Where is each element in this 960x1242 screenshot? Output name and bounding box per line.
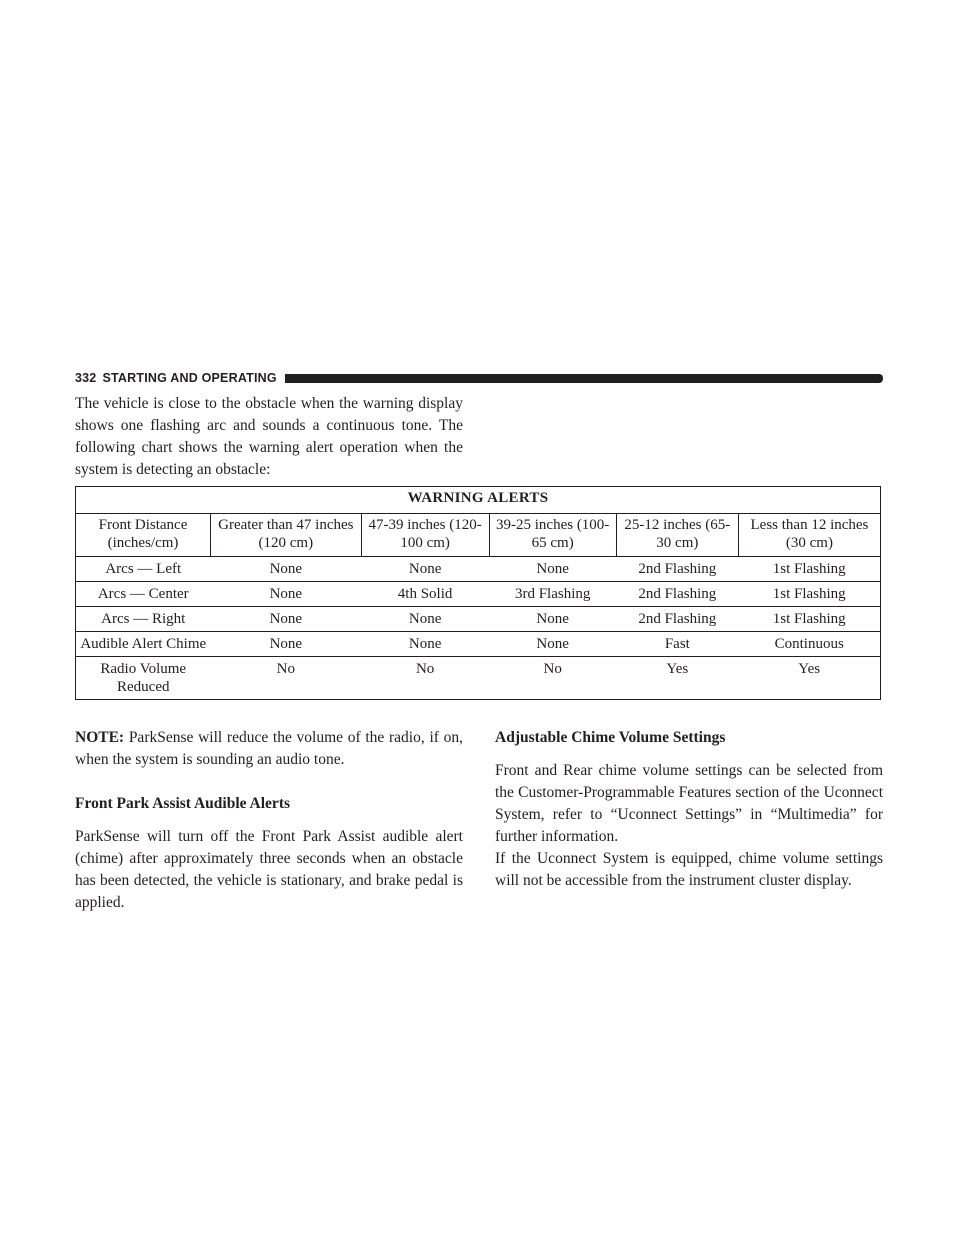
table-cell: No <box>211 657 362 700</box>
table-row <box>76 632 881 657</box>
section-title: STARTING AND OPERATING <box>102 371 277 385</box>
intro-paragraph: The vehicle is close to the obstacle when the warning display shows one flashing arc and sounds a continuous tone. The following chart shows the warning alert operation when the system is detecting an obstacle: <box>75 395 463 478</box>
header-cell: 25-12 inches (65-30 cm) <box>616 514 738 557</box>
note-paragraph <box>75 727 463 771</box>
page-number: 332 <box>75 371 97 385</box>
table-cell: No <box>489 657 616 700</box>
table-cell: None <box>211 632 362 657</box>
header-label: Front Distance (inches/cm) <box>76 514 211 557</box>
row-label: Radio Volume Reduced <box>76 657 211 700</box>
table-row <box>76 557 881 582</box>
table-cell: 3rd Flashing <box>489 582 616 607</box>
table-row <box>76 582 881 607</box>
front-park-paragraph: ParkSense will turn off the Front Park Assist audible alert (chime) after approximately three seconds when an obstacle has been detected, the vehicle is stationary, and brake pedal is applied. <box>75 828 463 911</box>
row-label: Arcs — Left <box>76 557 211 582</box>
table-cell: None <box>489 632 616 657</box>
table-cell: None <box>361 607 489 632</box>
table-cell: None <box>361 632 489 657</box>
page-header <box>75 369 883 387</box>
table-cell: Continuous <box>738 632 880 657</box>
warning-alerts-table <box>75 486 881 700</box>
note-text: ParkSense will reduce the volume of the radio, if on, when the system is sounding an audio tone. <box>75 729 463 768</box>
table-cell: Fast <box>616 632 738 657</box>
row-label: Arcs — Right <box>76 607 211 632</box>
row-label: Arcs — Center <box>76 582 211 607</box>
table-cell: None <box>361 557 489 582</box>
table-cell: 1st Flashing <box>738 582 880 607</box>
front-park-heading: Front Park Assist Audible Alerts <box>75 795 291 812</box>
table-row <box>76 607 881 632</box>
header-cell: 39-25 inches (100-65 cm) <box>489 514 616 557</box>
header-cell: Less than 12 inches (30 cm) <box>738 514 880 557</box>
table-cell: Yes <box>616 657 738 700</box>
table-cell: None <box>211 582 362 607</box>
table-cell: 2nd Flashing <box>616 607 738 632</box>
table-cell: None <box>211 607 362 632</box>
table-cell: None <box>489 607 616 632</box>
table-row <box>76 657 881 700</box>
note-label: NOTE: <box>75 729 125 746</box>
chime-paragraph-2: If the Uconnect System is equipped, chime volume settings will not be accessible from the instrument cluster display. <box>495 850 883 889</box>
chime-paragraph-1: Front and Rear chime volume settings can be selected from the Customer-Programmable Features section of the Uconnect System, refer to “Uconnect Settings” in “Multimedia” for further information. <box>495 762 883 845</box>
table-title: WARNING ALERTS <box>76 487 881 514</box>
header-cell: 47-39 inches (120-100 cm) <box>361 514 489 557</box>
table-cell: 1st Flashing <box>738 607 880 632</box>
row-label: Audible Alert Chime <box>76 632 211 657</box>
table-cell: No <box>361 657 489 700</box>
table-cell: 2nd Flashing <box>616 557 738 582</box>
table-cell: 1st Flashing <box>738 557 880 582</box>
table-cell: None <box>211 557 362 582</box>
table-cell: 4th Solid <box>361 582 489 607</box>
header-cell: Greater than 47 inches (120 cm) <box>211 514 362 557</box>
table-cell: 2nd Flashing <box>616 582 738 607</box>
table-cell: None <box>489 557 616 582</box>
table-header-row <box>76 514 881 557</box>
table-cell: Yes <box>738 657 880 700</box>
chime-heading: Adjustable Chime Volume Settings <box>495 729 726 746</box>
header-rule <box>285 374 883 383</box>
